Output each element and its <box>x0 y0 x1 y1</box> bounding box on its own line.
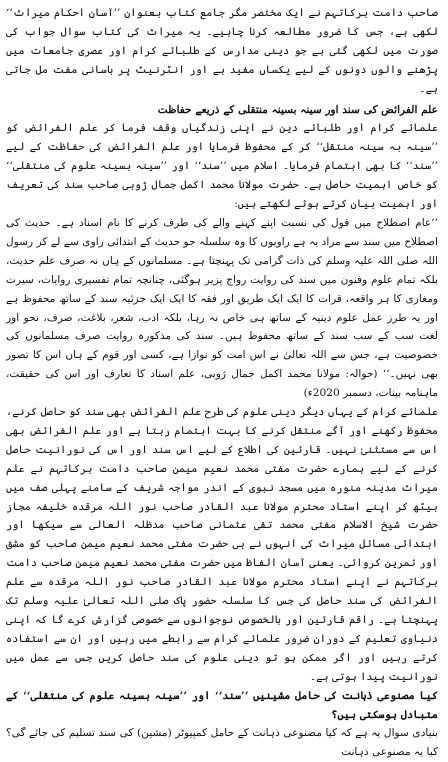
section-heading-sanad: علم الفرائض کی سند اور سینہ بسینہ منتقلی کے ذریعے حفاظت <box>157 103 438 116</box>
ulama-paragraph: علمائے کرام کے یہاں دیگر دینی علوم کی طرح علم الفرائض بھی سند کو حاصل کرنے، محفوظ رکھنے اور آگے منتقل کرنے کا بہت اہتمام رہتا ہے اور علم الفرائض بھی اس سے مستثنیٰ نہیں۔ قارئین کی اطلاع کے لیے اس سند اور اس کی نورانیت حاصل کرنے کے لیے ہمارے حضرت مفتی محمد نعیم میمن صاحب دامت برکاتہم نے علم میراث مدینہ منورہ میں مسجد نبوی کے اندر مواجہ شریف کے سامنے پہلی صف میں بیٹھ کر اپنے استاد محترم مولانا عبد القادر صاحب نور اللہ مرقدہ خلیفہ مجاز حضرت شیخ الاسلام مفتی محمد تقی عثمانی صاحب مدظلہ العالی سے سیکھا اور ابتدائی مسائل میراث کی انہوں نے ہی حضرت مفتی محمد نعیم میمن صاحب کو مشق اور تمرین کروائی۔ یعنی آسان الفاظ میں حضرت مفتی محمد نعیم میمن صاحب دامت برکاتہم نے اپنے استاد محترم مولانا عبد القادر صاحب نور اللہ مرقدہ سے علم الفرائض کی سند حاصل کی جس کا سلسلہ حضور پاک صلی اللہ تعالیٰ علیہ وسلم تک پہنچتا ہے۔ راقم قارئین اور بالخصوص نوجوانوں سے خصوصی گزارش کرے گا کہ اپنی دنیاوی تعلیم کے دوران ضرور علمائے کرام سے رابطے میں رہیں اور ان سے استفادہ کرتے رہیں اور اگر ممکن ہو تو دینی علوم کی سند حاصل کریں جس سے عمل میں نورانیت پیدا ہوتی ہے۔ <box>6 406 438 683</box>
intro-paragraph: صاحب دامت برکاتہم نے ایک مختصر مگر جامع کتاب بعنوان ’’آسان احکام میراث‘‘ لکھی ہے، جس کا ضرور مطالعہ کرنا چاہیے۔ یہ میراث کی کتاب سوال جواب کی صورت میں لکھی گئی ہے جو دینی مدارس کے طلبائے کرام اور عصری جامعات میں پڑھنے والوں دونوں کے لیے یکساں مفید ہے اور انٹرنیٹ پر باسانی مفت مل جاتی ہے۔ <box>6 7 438 95</box>
section-heading-ai: کیا مصنوعی ذہانت کی حامل مشینیں ’’سند‘‘ اور ’’سینہ بسینہ علوم کی منتقلی‘‘ کے متبادل ہوسکتی ہیں؟ <box>6 689 438 721</box>
sanad-paragraph: علمائے کرام اور طلبائے دین نے اپنی زندگیاں وقف فرما کر علم الفرائض کو ’’سینہ بہ سینہ منتقل‘‘ کر کے محفوظ فرمایا اور علم الفرائض کی حفاظت کے لیے ’’سند‘‘ کا بھی اہتمام فرمایا۔ اسلام میں ’’سند‘‘ اور ’’سینہ بسینہ علوم کی منتقلی‘‘ کو خاص اہمیت حاصل ہے۔ حضرت مولانا محمد اکمل جمال ژوبی صاحب سند کی تعریف اور اہمیت بیان کرتے ہوئے لکھتے ہیں: <box>6 122 438 211</box>
quotation-paragraph: ’’عام اصطلاح میں قول کی نسبت اپنے کہنے والے کی طرف کرنے کا نام اسناد ہے۔ حدیث کی اصطلاح میں سند سے مراد یہ ہے راویوں کا وہ سلسلہ جو حدیث کے ابتدائی راوی سے لے کر رسول اللہ صلی اللہ علیہ وسلم کی ذات گرامی تک پہنچتا ہے۔ مسلمانوں کے ہاں نہ صرف علم حدیث، بلکہ تمام علوم وفنون میں سند کی روایت رواج پزیر ہوگئی، چنانچہ تمام تفسیری روایات، سیرت ومغازی کا ہر واقعہ، قرات کا ایک ایک طریق اور فقہ کا ایک ایک جزئیہ سند کے ساتھ محفوظ ہے اور یہ طرز عمل علوم دینیہ کے ساتھ ہی خاص نہ رہا، بلکہ ادب، شعر، بلاغت، صرف، نحو اور لغت سب کے سب سند کے ساتھ محفوظ ہیں۔ سند کی مذکورہ روایت صرف مسلمانوں کی خصوصیت ہے، جس سے اللہ تعالیٰ نے اس امت کو نوازا ہے، کسی اور قوم کے ہاں اس کا تصور بھی نہیں۔‘‘ (حوالہ: مولانا محمد اکمل جمال ژوبی، علم اسناد کا تعارف اور اس کی حقیقت، ماہنامہ بینات، دسمبر 2020ء) <box>6 216 438 400</box>
closing-paragraph: بنیادی سوال یہ ہے کہ کیا مصنوعی ذہانت کے حامل کمپیوٹر (مشین) کی سند تسلیم کی جائے گی؟ کیا یہ مصنوعی ذہانت <box>6 727 438 759</box>
